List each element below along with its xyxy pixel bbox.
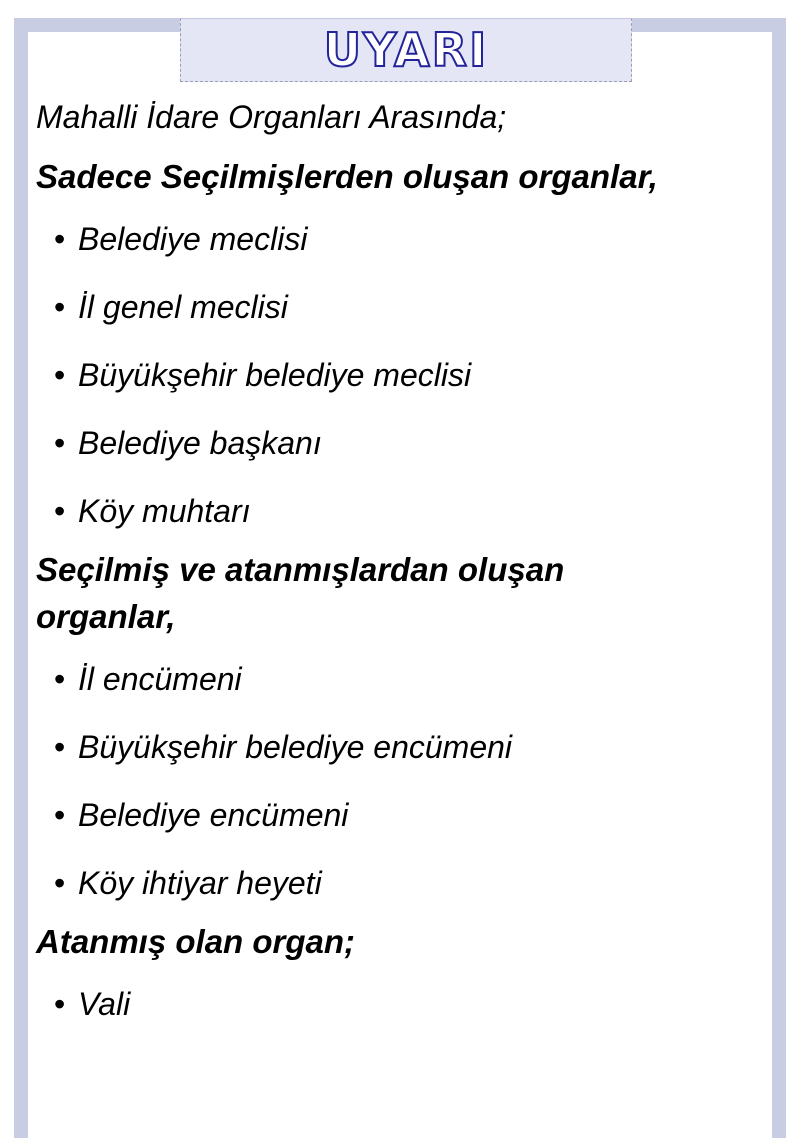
bullet-icon: • xyxy=(54,425,66,462)
warning-title-tab xyxy=(180,18,632,82)
bullet-icon: • xyxy=(54,796,66,833)
section-heading-elected: Sadece Seçilmişlerden oluşan organlar, xyxy=(36,158,658,196)
elected-organs-list xyxy=(36,205,776,545)
bullet-icon: • xyxy=(54,357,66,394)
bullet-icon: • xyxy=(54,864,66,901)
list-item: • İl encümeni xyxy=(36,645,776,713)
list-item: • Belediye encümeni xyxy=(36,781,776,849)
list-item: • Vali xyxy=(36,970,776,1038)
bullet-icon: • xyxy=(54,660,66,697)
mixed-organs-list xyxy=(36,645,776,917)
warning-content xyxy=(36,90,776,1038)
bullet-icon: • xyxy=(54,728,66,765)
bullet-icon: • xyxy=(54,985,66,1022)
bullet-icon: • xyxy=(54,289,66,326)
bullet-icon: • xyxy=(54,493,66,530)
warning-title: UYARI xyxy=(323,23,489,77)
section-heading-appointed: Atanmış olan organ; xyxy=(36,922,356,960)
bullet-icon: • xyxy=(54,221,66,258)
list-item: • Büyükşehir belediye encümeni xyxy=(36,713,776,781)
list-item: • Belediye başkanı xyxy=(36,409,776,477)
section-heading-mixed: Seçilmiş ve atanmışlardan oluşan organlar, xyxy=(36,551,565,636)
list-item: • Köy ihtiyar heyeti xyxy=(36,849,776,917)
intro-text: Mahalli İdare Organları Arasında; xyxy=(36,99,507,135)
list-item: • Belediye meclisi xyxy=(36,205,776,273)
list-item: • Büyükşehir belediye meclisi xyxy=(36,341,776,409)
appointed-organs-list xyxy=(36,970,776,1038)
list-item: • Köy muhtarı xyxy=(36,477,776,545)
list-item: • İl genel meclisi xyxy=(36,273,776,341)
